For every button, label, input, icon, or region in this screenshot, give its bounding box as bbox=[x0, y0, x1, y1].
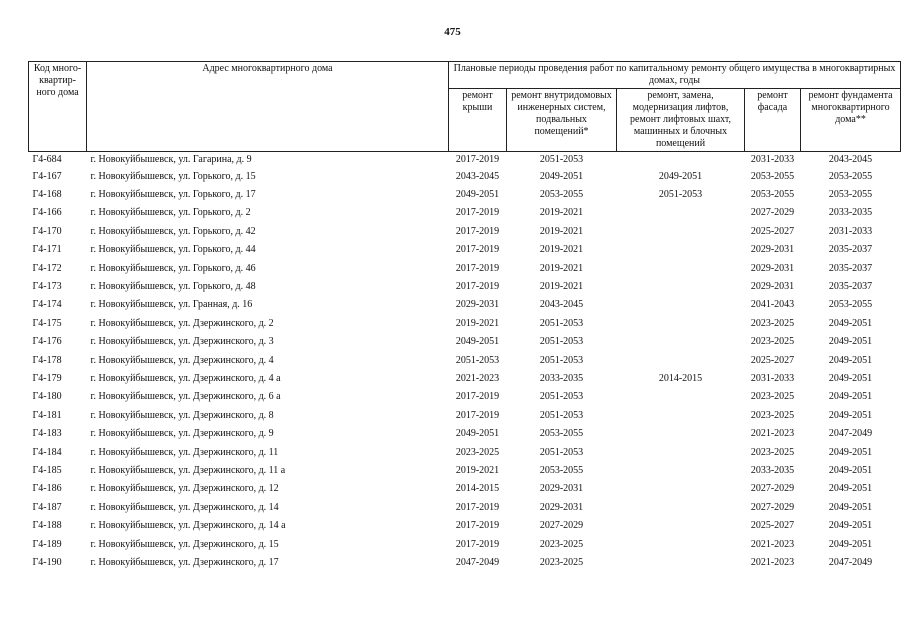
row-address: г. Новокуйбышевск, ул. Дзержинского, д. 8 bbox=[90, 409, 274, 421]
row-code: Г4-183 bbox=[32, 428, 62, 440]
row-systems: 2051-2053 bbox=[539, 446, 584, 458]
table-row bbox=[29, 167, 901, 185]
row-address: г. Новокуйбышевск, ул. Дзержинского, д. 15 bbox=[90, 538, 279, 550]
row-lifts: 2014-2015 bbox=[658, 372, 703, 384]
row-systems: 2027-2029 bbox=[539, 520, 584, 532]
table-row bbox=[29, 185, 901, 203]
row-systems: 2051-2053 bbox=[539, 336, 584, 348]
header-lifts: ремонт, замена, модернизация лифтов, ремонт лифтовых шахт, машинных и блочных помещений bbox=[617, 89, 745, 152]
row-address: г. Новокуйбышевск, ул. Дзержинского, д. 2 bbox=[90, 317, 274, 329]
row-foundation: 2047-2049 bbox=[828, 556, 873, 568]
row-code: Г4-173 bbox=[32, 281, 62, 293]
table-row bbox=[29, 241, 901, 259]
row-code: Г4-178 bbox=[32, 354, 62, 366]
row-address: г. Новокуйбышевск, ул. Горького, д. 17 bbox=[90, 189, 256, 201]
row-roof: 2051-2053 bbox=[455, 354, 500, 366]
table-row bbox=[29, 535, 901, 553]
row-address: г. Новокуйбышевск, ул. Дзержинского, д. 4 а bbox=[90, 372, 281, 384]
row-address: г. Новокуйбышевск, ул. Гагарина, д. 9 bbox=[90, 154, 252, 165]
row-foundation: 2049-2051 bbox=[828, 464, 873, 476]
row-roof: 2017-2019 bbox=[455, 262, 500, 274]
row-systems: 2051-2053 bbox=[539, 409, 584, 421]
row-facade: 2025-2027 bbox=[750, 225, 795, 237]
table-row bbox=[29, 498, 901, 516]
row-lifts bbox=[617, 259, 745, 277]
row-address: г. Новокуйбышевск, ул. Дзержинского, д. 14 а bbox=[90, 520, 286, 532]
row-lifts bbox=[617, 333, 745, 351]
row-lifts bbox=[617, 498, 745, 516]
row-systems: 2051-2053 bbox=[539, 391, 584, 403]
table-row bbox=[29, 314, 901, 332]
row-foundation: 2053-2055 bbox=[828, 189, 873, 201]
row-roof: 2049-2051 bbox=[455, 428, 500, 440]
row-facade: 2031-2033 bbox=[750, 372, 795, 384]
row-systems: 2049-2051 bbox=[539, 170, 584, 182]
row-foundation: 2049-2051 bbox=[828, 446, 873, 458]
table-row bbox=[29, 369, 901, 387]
row-roof: 2023-2025 bbox=[455, 446, 500, 458]
row-lifts bbox=[617, 351, 745, 369]
row-address: г. Новокуйбышевск, ул. Дзержинского, д. 11 а bbox=[90, 464, 286, 476]
row-facade: 2041-2043 bbox=[750, 299, 795, 311]
row-code: Г4-170 bbox=[32, 225, 62, 237]
row-facade: 2023-2025 bbox=[750, 446, 795, 458]
row-code: Г4-172 bbox=[32, 262, 62, 274]
row-address: г. Новокуйбышевск, ул. Дзержинского, д. 6 а bbox=[90, 391, 281, 403]
row-code: Г4-188 bbox=[32, 520, 62, 532]
row-facade: 2031-2033 bbox=[750, 154, 795, 165]
table-row bbox=[29, 424, 901, 442]
row-lifts bbox=[617, 443, 745, 461]
row-foundation: 2047-2049 bbox=[828, 428, 873, 440]
header-roof: ремонт крыши bbox=[449, 89, 507, 152]
row-address: г. Новокуйбышевск, ул. Дзержинского, д. 9 bbox=[90, 428, 274, 440]
row-roof: 2017-2019 bbox=[455, 391, 500, 403]
table-body bbox=[29, 152, 901, 572]
row-code: Г4-186 bbox=[32, 483, 62, 495]
row-systems: 2051-2053 bbox=[539, 154, 584, 165]
row-code: Г4-174 bbox=[32, 299, 62, 311]
row-roof: 2017-2019 bbox=[455, 538, 500, 550]
row-lifts bbox=[617, 314, 745, 332]
row-code: Г4-167 bbox=[32, 170, 62, 182]
row-foundation: 2049-2051 bbox=[828, 538, 873, 550]
row-foundation: 2035-2037 bbox=[828, 262, 873, 274]
row-facade: 2025-2027 bbox=[750, 354, 795, 366]
row-facade: 2027-2029 bbox=[750, 501, 795, 513]
row-address: г. Новокуйбышевск, ул. Горького, д. 44 bbox=[90, 244, 256, 256]
row-systems: 2043-2045 bbox=[539, 299, 584, 311]
table-row bbox=[29, 296, 901, 314]
row-systems: 2029-2031 bbox=[539, 501, 584, 513]
row-systems: 2019-2021 bbox=[539, 207, 584, 219]
row-code: Г4-168 bbox=[32, 189, 62, 201]
table-row bbox=[29, 480, 901, 498]
row-roof: 2017-2019 bbox=[455, 520, 500, 532]
header-code: Код много-квартир-ного дома bbox=[29, 62, 87, 152]
row-facade: 2023-2025 bbox=[750, 317, 795, 329]
row-lifts bbox=[617, 535, 745, 553]
row-systems: 2019-2021 bbox=[539, 262, 584, 274]
row-lifts bbox=[617, 480, 745, 498]
row-lifts bbox=[617, 553, 745, 571]
header-address: Адрес многоквартирного дома bbox=[87, 62, 449, 152]
row-roof: 2017-2019 bbox=[455, 281, 500, 293]
row-foundation: 2049-2051 bbox=[828, 391, 873, 403]
row-roof: 2049-2051 bbox=[455, 336, 500, 348]
table-row bbox=[29, 516, 901, 534]
row-foundation: 2049-2051 bbox=[828, 501, 873, 513]
row-roof: 2017-2019 bbox=[455, 409, 500, 421]
row-roof: 2019-2021 bbox=[455, 317, 500, 329]
row-facade: 2021-2023 bbox=[750, 538, 795, 550]
row-facade: 2053-2055 bbox=[750, 170, 795, 182]
row-code: Г4-189 bbox=[32, 538, 62, 550]
row-lifts bbox=[617, 296, 745, 314]
page-number: 475 bbox=[444, 26, 461, 38]
table-row bbox=[29, 222, 901, 240]
row-facade: 2027-2029 bbox=[750, 483, 795, 495]
row-facade: 2021-2023 bbox=[750, 428, 795, 440]
row-address: г. Новокуйбышевск, ул. Горького, д. 48 bbox=[90, 281, 256, 293]
row-lifts bbox=[617, 461, 745, 479]
row-address: г. Новокуйбышевск, ул. Дзержинского, д. 17 bbox=[90, 556, 279, 568]
row-systems: 2051-2053 bbox=[539, 317, 584, 329]
header-periods: Плановые периоды проведения работ по капитальному ремонту общего имущества в многоквартирных домах, годы bbox=[449, 62, 901, 89]
table-row bbox=[29, 553, 901, 571]
row-roof: 2021-2023 bbox=[455, 372, 500, 384]
row-code: Г4-190 bbox=[32, 556, 62, 568]
row-code: Г4-181 bbox=[32, 409, 62, 421]
row-systems: 2029-2031 bbox=[539, 483, 584, 495]
table-row bbox=[29, 351, 901, 369]
row-foundation: 2043-2045 bbox=[828, 154, 873, 165]
row-foundation: 2031-2033 bbox=[828, 225, 873, 237]
row-foundation: 2049-2051 bbox=[828, 317, 873, 329]
row-systems: 2019-2021 bbox=[539, 225, 584, 237]
row-facade: 2023-2025 bbox=[750, 336, 795, 348]
row-facade: 2021-2023 bbox=[750, 556, 795, 568]
row-foundation: 2049-2051 bbox=[828, 372, 873, 384]
row-foundation: 2035-2037 bbox=[828, 281, 873, 293]
row-facade: 2033-2035 bbox=[750, 464, 795, 476]
row-foundation: 2035-2037 bbox=[828, 244, 873, 256]
row-systems: 2019-2021 bbox=[539, 244, 584, 256]
row-roof: 2029-2031 bbox=[455, 299, 500, 311]
row-lifts bbox=[617, 152, 745, 168]
row-systems: 2019-2021 bbox=[539, 281, 584, 293]
row-code: Г4-184 bbox=[32, 446, 62, 458]
row-code: Г4-171 bbox=[32, 244, 62, 256]
row-lifts bbox=[617, 277, 745, 295]
row-address: г. Новокуйбышевск, ул. Дзержинского, д. 4 bbox=[90, 354, 274, 366]
row-code: Г4-187 bbox=[32, 501, 62, 513]
row-address: г. Новокуйбышевск, ул. Горького, д. 15 bbox=[90, 170, 256, 182]
table-row bbox=[29, 333, 901, 351]
row-address: г. Новокуйбышевск, ул. Дзержинского, д. 14 bbox=[90, 501, 279, 513]
row-roof: 2017-2019 bbox=[455, 154, 500, 165]
row-roof: 2014-2015 bbox=[455, 483, 500, 495]
row-address: г. Новокуйбышевск, ул. Гранная, д. 16 bbox=[90, 299, 253, 311]
row-roof: 2049-2051 bbox=[455, 189, 500, 201]
header-systems: ремонт внутридомовых инженерных систем, подвальных помещений* bbox=[507, 89, 617, 152]
row-systems: 2023-2025 bbox=[539, 538, 584, 550]
row-systems: 2023-2025 bbox=[539, 556, 584, 568]
row-roof: 2017-2019 bbox=[455, 501, 500, 513]
row-lifts bbox=[617, 204, 745, 222]
row-lifts bbox=[617, 516, 745, 534]
row-facade: 2029-2031 bbox=[750, 281, 795, 293]
row-code: Г4-179 bbox=[32, 372, 62, 384]
row-foundation: 2053-2055 bbox=[828, 299, 873, 311]
row-code: Г4-176 bbox=[32, 336, 62, 348]
row-roof: 2017-2019 bbox=[455, 244, 500, 256]
row-code: Г4-180 bbox=[32, 391, 62, 403]
row-systems: 2053-2055 bbox=[539, 428, 584, 440]
row-code: Г4-166 bbox=[32, 207, 62, 219]
row-code: Г4-185 bbox=[32, 464, 62, 476]
row-address: г. Новокуйбышевск, ул. Дзержинского, д. 11 bbox=[90, 446, 279, 458]
row-facade: 2029-2031 bbox=[750, 244, 795, 256]
row-facade: 2023-2025 bbox=[750, 391, 795, 403]
row-foundation: 2049-2051 bbox=[828, 336, 873, 348]
row-systems: 2051-2053 bbox=[539, 354, 584, 366]
row-foundation: 2033-2035 bbox=[828, 207, 873, 219]
row-foundation: 2049-2051 bbox=[828, 409, 873, 421]
row-address: г. Новокуйбышевск, ул. Горького, д. 46 bbox=[90, 262, 256, 274]
row-systems: 2053-2055 bbox=[539, 464, 584, 476]
row-address: г. Новокуйбышевск, ул. Горького, д. 2 bbox=[90, 207, 251, 219]
row-facade: 2023-2025 bbox=[750, 409, 795, 421]
row-facade: 2027-2029 bbox=[750, 207, 795, 219]
repair-schedule-table bbox=[28, 61, 901, 572]
row-lifts bbox=[617, 241, 745, 259]
table-row bbox=[29, 461, 901, 479]
header-facade: ремонт фасада bbox=[745, 89, 801, 152]
table-row bbox=[29, 443, 901, 461]
table-row bbox=[29, 406, 901, 424]
row-lifts: 2051-2053 bbox=[658, 189, 703, 201]
row-lifts bbox=[617, 424, 745, 442]
row-lifts bbox=[617, 406, 745, 424]
row-roof: 2017-2019 bbox=[455, 207, 500, 219]
row-code: Г4-684 bbox=[32, 154, 62, 165]
table-row bbox=[29, 152, 901, 168]
row-address: г. Новокуйбышевск, ул. Дзержинского, д. 12 bbox=[90, 483, 279, 495]
table-row bbox=[29, 388, 901, 406]
row-roof: 2017-2019 bbox=[455, 225, 500, 237]
row-roof: 2043-2045 bbox=[455, 170, 500, 182]
row-code: Г4-175 bbox=[32, 317, 62, 329]
row-roof: 2019-2021 bbox=[455, 464, 500, 476]
row-systems: 2053-2055 bbox=[539, 189, 584, 201]
row-facade: 2029-2031 bbox=[750, 262, 795, 274]
header-foundation: ремонт фундамента многоквартирного дома** bbox=[801, 89, 901, 152]
row-address: г. Новокуйбышевск, ул. Горького, д. 42 bbox=[90, 225, 256, 237]
row-address: г. Новокуйбышевск, ул. Дзержинского, д. 3 bbox=[90, 336, 274, 348]
row-lifts: 2049-2051 bbox=[658, 170, 703, 182]
table-row bbox=[29, 204, 901, 222]
row-foundation: 2049-2051 bbox=[828, 354, 873, 366]
table-row bbox=[29, 277, 901, 295]
table-header bbox=[29, 62, 901, 152]
row-foundation: 2049-2051 bbox=[828, 483, 873, 495]
row-roof: 2047-2049 bbox=[455, 556, 500, 568]
table-row bbox=[29, 259, 901, 277]
row-facade: 2025-2027 bbox=[750, 520, 795, 532]
row-systems: 2033-2035 bbox=[539, 372, 584, 384]
row-foundation: 2053-2055 bbox=[828, 170, 873, 182]
row-lifts bbox=[617, 388, 745, 406]
row-foundation: 2049-2051 bbox=[828, 520, 873, 532]
row-facade: 2053-2055 bbox=[750, 189, 795, 201]
row-lifts bbox=[617, 222, 745, 240]
